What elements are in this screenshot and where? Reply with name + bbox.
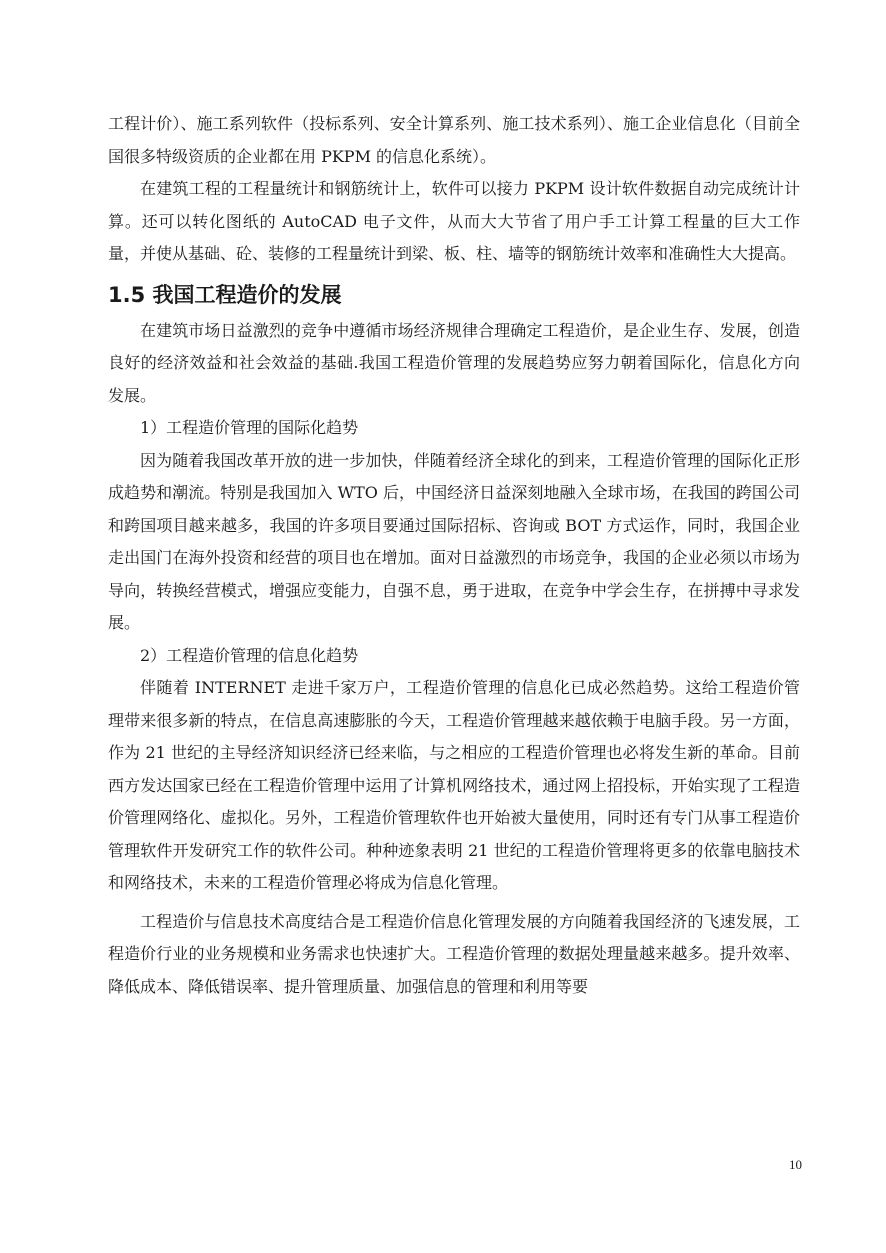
subsection-text-internationalization: 因为随着我国改革开放的进一步加快，伴随着经济全球化的到来，工程造价管理的国际化正形成趋势和潮流。特别是我国加入 WTO 后，中国经济日益深刻地融入全球市场，在我国的跨国公司和跨国项目越来越多，我国的许多项目要通过国际招标、咨询或 BOT 方式运作，同时，我国企业走出国门在海外投资和经营的项目也在增加。面对日益激烈的市场竞争，我国的企业必须以市场为导向，转换经营模式，增强应变能力，自强不息，勇于进取，在竞争中学会生存，在拼搏中寻求发展。: [108, 450, 800, 632]
closing-paragraph: 工程造价与信息技术高度结合是工程造价信息化管理发展的方向随着我国经济的飞速发展，工程造价行业的业务规模和业务需求也快速扩大。工程造价管理的数据处理量越来越多。提升效率、降低成本、降低错误率、提升管理质量、加强信息的管理和利用等要: [108, 911, 800, 996]
subsection-text-informatization: 伴随着 INTERNET 走进千家万户，工程造价管理的信息化已成必然趋势。这给工程造价管理带来很多新的特点，在信息高速膨胀的今天，工程造价管理越来越依赖于电脑手段。另一方面，作为 21 世纪的主导经济知识经济已经来临，与之相应的工程造价管理也必将发生新的革命。目前西方发达国家已经在工程造价管理中运用了计算机网络技术，通过网上招投标，开始实现了工程造价管理网络化、虚拟化。另外，工程造价管理软件也开始被大量使用，同时还有专门从事工程造价管理软件开发研究工作的软件公司。种种迹象表明 21 世纪的工程造价管理将更多的依靠电脑技术和网络技术，未来的工程造价管理必将成为信息化管理。: [108, 678, 800, 892]
subsection-title-internationalization: 1）工程造价管理的国际化趋势: [140, 418, 359, 437]
page-number: 10: [789, 1157, 802, 1172]
section-intro: 在建筑市场日益激烈的竞争中遵循市场经济规律合理确定工程造价，是企业生存、发展，创造良好的经济效益和社会效益的基础.我国工程造价管理的发展趋势应努力朝着国际化，信息化方向发展。: [108, 320, 800, 405]
section-heading: 1.5 我国工程造价的发展: [108, 282, 342, 307]
paragraph-quantity-stats: 在建筑工程的工程量统计和钢筋统计上，软件可以接力 PKPM 设计软件数据自动完成统计计算。还可以转化图纸的 AutoCAD 电子文件，从而大大节省了用户手工计算工程量的巨大工作量，并使从基础、砼、装修的工程量统计到梁、板、柱、墙等的钢筋统计效率和准确性大大提高。: [108, 179, 800, 263]
paragraph-continued: 工程计价）、施工系列软件（投标系列、安全计算系列、施工技术系列）、施工企业信息化（目前全国很多特级资质的企业都在用 PKPM 的信息化系统）。: [108, 114, 800, 166]
subsection-title-informatization: 2）工程造价管理的信息化趋势: [140, 645, 359, 665]
document-page: [108, 108, 800, 1003]
